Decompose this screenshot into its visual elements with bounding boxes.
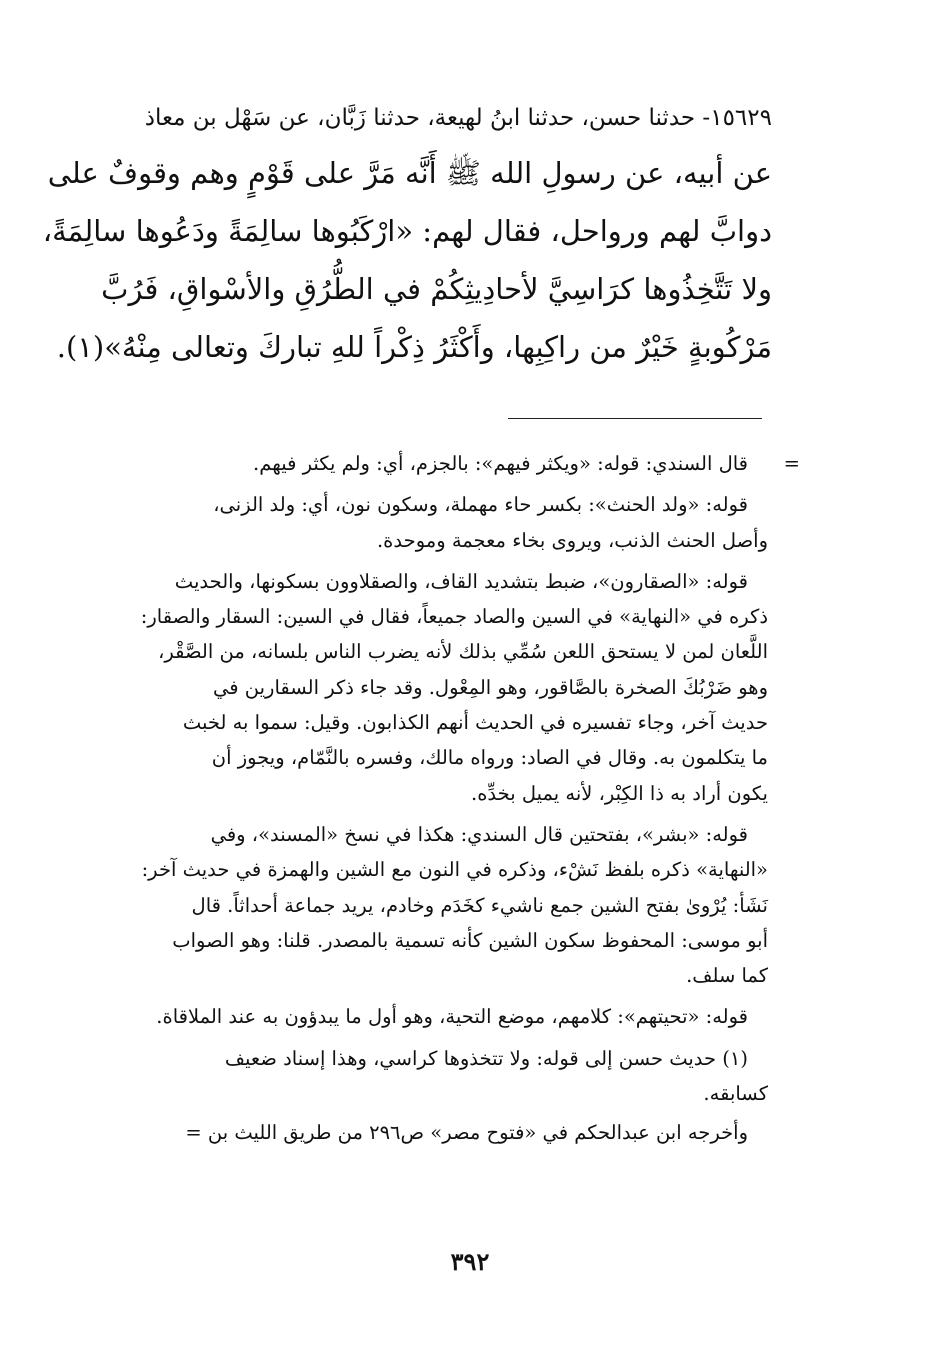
footnote-line: يكون أراد به ذا الكِبْر، لأنه يميل بخدِّه. [471, 781, 768, 805]
footnote-line: (١) حديث حسن إلى قوله: ولا تتخذوها كراسي، وهذا إسناد ضعيف [224, 1046, 748, 1070]
footnote-line: وأخرجه ابن عبدالحكم في «فتوح مصر» ص٢٩٦ من طريق الليث بن = [185, 1121, 748, 1145]
footnote-paragraph [60, 999, 768, 1034]
hadith-line: عن أبيه، عن رسولِ الله ﷺ أَنَّه مَرَّ على قَوْمٍ وهم وقوفٌ على [47, 156, 772, 190]
hadith-header: ١٥٦٢٩- حدثنا حسن، حدثنا ابنُ لهيعة، حدثنا زَبَّان، عن سَهْل بن معاذ [144, 105, 772, 131]
footnote-paragraph [60, 446, 800, 481]
footnote-line: حديث آخر، وجاء تفسيره في الحديث أنهم الكذابون. وقيل: سموا به لخبث [182, 711, 768, 735]
footnote-paragraph [60, 1041, 768, 1112]
continuation-marker: = [783, 452, 800, 475]
footnote-line: ذكره في «النهاية» في السين والصاد جميعاً، فقال في السين: السقار والصقار: [140, 605, 768, 629]
footnote-paragraph [60, 487, 768, 558]
footnote-line: ما يتكلمون به. وقال في الصاد: ورواه مالك، وفسره بالنَّمّام، ويجوز أن [211, 746, 768, 770]
footnotes-section [60, 446, 800, 1157]
hadith-line: دوابَّ لهم ورواحل، فقال لهم: «ارْكَبُوها سالِمَةً ودَعُوها سالِمَةً، [42, 214, 772, 248]
footnote-line: كسابقه. [703, 1082, 768, 1106]
footnote-line: قوله: «ولد الحنث»: بكسر حاء مهملة، وسكون نون، أي: ولد الزنى، [213, 493, 748, 517]
footnote-line: وهو ضَرْبُكَ الصخرة بالصَّاقور، وهو المِعْول. وقد جاء ذكر السقارين في [213, 675, 768, 699]
footnote-divider [508, 418, 762, 419]
page-number: ٣٩٢ [450, 1247, 490, 1276]
footnote-line: كما سلف. [686, 964, 768, 988]
footnote-line: قوله: «تحيتهم»: كلامهم، موضع التحية، وهو أول ما يبدؤون به عند الملاقاة. [156, 1005, 748, 1029]
footnote-line: قوله: «الصقارون»، ضبط بتشديد القاف، والصقلاوون بسكونها، والحديث [174, 569, 748, 593]
footnote-paragraph [60, 817, 768, 993]
footnote-line: وأصل الحنث الذنب، ويروى بخاء معجمة وموحدة. [376, 528, 768, 552]
footnote-paragraph [60, 1115, 768, 1150]
hadith-body [42, 144, 772, 376]
footnote-line: اللَّعان لمن لا يستحق اللعن سُمِّي بذلك لأنه يضرب الناس بلسانه، من الصَّقْر، [158, 640, 768, 664]
footnote-line: أبو موسى: المحفوظ سكون الشين كأنه تسمية بالمصدر. قلنا: وهو الصواب [172, 928, 768, 952]
footnote-line: قوله: «بشر»، بفتحتين قال السندي: هكذا في نسخ «المسند»، وفي [210, 822, 748, 846]
hadith-line: ولا تَتَّخِذُوها كرَاسِيَّ لأحادِيثِكُمْ في الطُّرُقِ والأسْواقِ، فَرُبَّ [101, 272, 772, 306]
footnote-line: «النهاية» ذكره بلفظ نَشْء، وذكره في النون مع الشين والهمزة في حديث آخر: [141, 858, 768, 882]
hadith-line: مَرْكُوبةٍ خَيْرٌ من راكِبِها، وأَكْثَرُ ذِكْراً للهِ تباركَ وتعالى مِنْهُ»(١). [56, 330, 772, 364]
footnote-line: = قال السندي: قوله: «ويكثر فيهم»: بالجزم، أي: ولم يكثر فيهم. [60, 446, 768, 481]
footnote-line: نَشَأ: يُرْوىٰ بفتح الشين جمع ناشيء كخَدَم وخادم، يريد جماعة أحداثاً. قال [191, 893, 768, 917]
footnote-paragraph [60, 564, 768, 811]
hadith-main-text [42, 98, 772, 376]
